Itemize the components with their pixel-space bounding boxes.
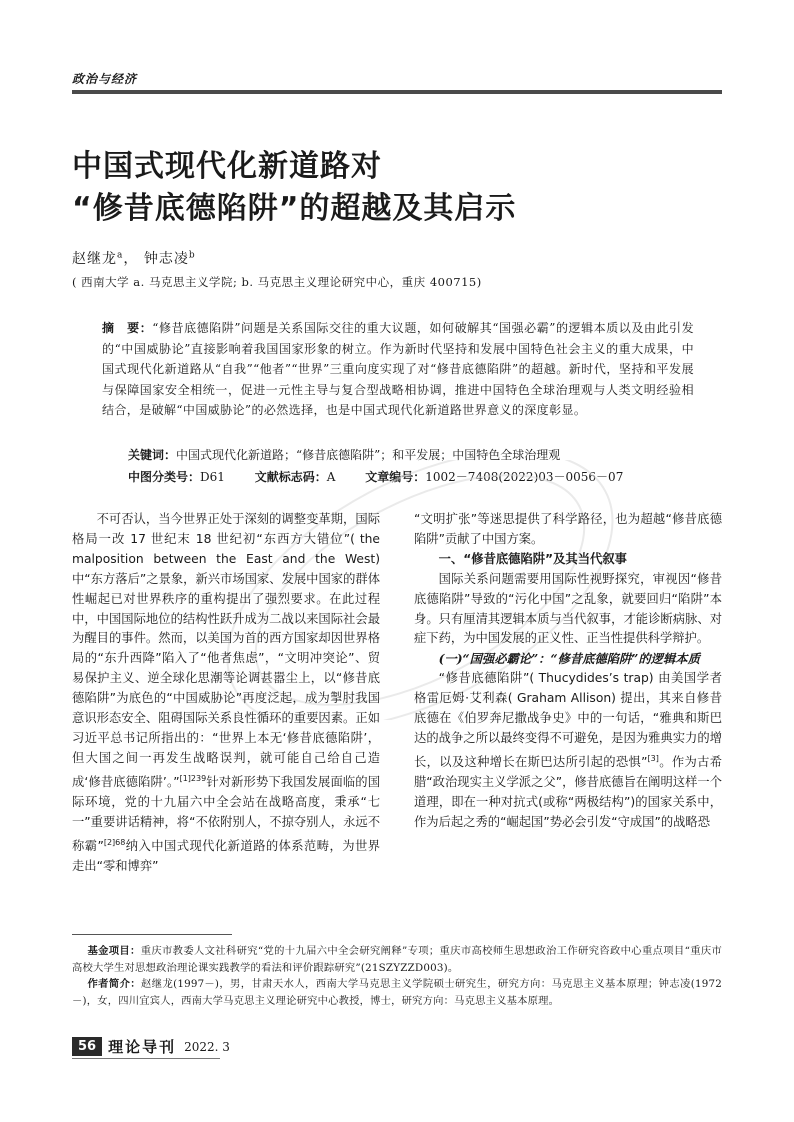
author-name: 钟志凌	[143, 251, 189, 267]
clc-value: D61	[200, 470, 225, 484]
citation-ref: [3]	[647, 753, 659, 763]
keywords-text: 中国式现代化新道路；“修昔底德陷阱”；和平发展；中国特色全球治理观	[176, 448, 561, 462]
article-title	[72, 146, 516, 230]
author-affiliation: ( 西南大学 a. 马克思主义学院; b. 马克思主义理论研究中心，重庆 400715)	[72, 275, 482, 289]
author-list	[72, 248, 196, 268]
keywords-label: 关键词：	[128, 448, 177, 462]
title-line-1: 中国式现代化新道路对	[72, 149, 382, 184]
body-paragraph: 国际关系问题需要用国际性视野探究，审视因“修昔底德陷阱”导致的“污化中国”之乱象，就要回归“陷阱”本身。只有厘清其逻辑本质与当代叙事，才能诊断病脉、对症下药，为中国发展的正义性、正当性提供科学辩护。	[414, 571, 722, 646]
body-column-right	[414, 510, 722, 833]
header-rule	[72, 90, 722, 94]
abstract-text: “修昔底德陷阱”问题是关系国际交往的重大议题，如何破解其“国强必霸”的逻辑本质以及由此引发的“中国威胁论”直接影响着我国国家形象的树立。作为新时代坚持和发展中国特色社会主义的重大成果，中国式现代化新道路从“自我”“他者”“世界”三重向度实现了对“修昔底德陷阱”的超越。新时代，坚持和平发展与保障国家安全相统一，促进一元性主导与复合型战略相协调，推进中国特色全球治理观与人类文明经验相结合，是破解“中国威胁论”的必然选择，也是中国式现代化新道路世界意义的深度彰显。	[102, 321, 694, 417]
footnote-rule	[72, 934, 232, 935]
author-separator: ，	[123, 251, 139, 267]
body-paragraph: 不可否认，当今世界正处于深刻的调整变革期，国际格局一改 17 世纪末 18 世纪初“东西方大错位”( the malposition between the East and the West) 中“东方落后”之景象，新兴市场国家、发展中国家的群体性崛起已对世界秩序的重构提出了强烈要求。在此过程中，中国国际地位的结构性跃升成为二战以来国际社会最为醒目的事件。然而，以美国为首的西方国家却因世界格局的“东升西降”陷入了“他者焦虑”，“文明冲突论”、贸易保护主义、逆全球化思潮等论调甚嚣尘上，以“修昔底德陷阱”为底色的“中国威胁论”再度泛起，成为掣肘我国意识形态安全、阻碍国际关系良性循环的重要因素。正如习近平总书记所指出的：“世界上本无‘修昔底德陷阱’，但大国之间一再发生战略误判，就可能自己给自己造成‘修昔底德陷阱’。”$^{[1]239}$针对新形势下我国发展面临的国际环境，党的十九届六中全会站在战略高度，秉承“七一”重要讲话精神，将“不依附别人，不掠夺别人，永远不称霸”$^{[2]68}$纳入中国式现代化新道路的体系范畴，为世界走出“零和博弈”	[72, 512, 380, 873]
clc-label: 中图分类号：	[128, 470, 201, 484]
abstract	[102, 318, 694, 421]
journal-name: 理论导刊	[108, 1038, 177, 1056]
section-heading: 一、“修昔底德陷阱”及其当代叙事	[438, 551, 627, 566]
body-paragraph: “修昔底德陷阱”( Thucydides’s trap) 由美国学者格雷厄姆·艾利森( Graham Allison) 提出，其来自修昔底德在《伯罗奔尼撒战争史》中的一句话，“雅典和斯巴达的战争之所以最终变得不可避免，是因为雅典实力的增长，以及这种增长在斯巴达所引起的恐惧”[3]。作为古希腊“政治现实主义学派之父”，修昔底德旨在阐明这样一个道理，即在一种对抗式(或称“两极结构”)的国家关系中，作为后起之秀的“崛起国”势必会引发“守成国”的战略恐	[414, 671, 722, 829]
citation-ref: [1]239	[179, 773, 207, 783]
footer-rule	[72, 1058, 220, 1059]
abstract-label: 摘 要：	[102, 321, 153, 335]
body-paragraph: “文明扩张”等迷思提供了科学路径，也为超越“修昔底德陷阱”贡献了中国方案。	[414, 512, 722, 546]
author-name: 赵继龙	[72, 251, 117, 267]
affiliation-mark: b	[188, 250, 196, 261]
author-bio-note: 作者简介：赵继龙(1997－)，男，甘肃天水人，西南大学马克思主义学院硕士研究生，研究方向：马克思主义基本原理；钟志凌(1972－)，女，四川宜宾人，西南大学马克思主义理论研究中心教授，博士，研究方向：马克思主义基本原理。	[72, 978, 722, 1007]
doc-code-value: A	[326, 470, 336, 484]
article-no-label: 文章编号：	[365, 470, 426, 484]
article-meta	[128, 468, 623, 485]
citation-ref: [2]68	[103, 837, 126, 847]
body-column-left	[72, 510, 380, 877]
doc-code-label: 文献标志码：	[254, 470, 327, 484]
page-footer	[72, 1036, 230, 1057]
article-no-value: 1002－7408(2022)03－0056－07	[425, 470, 624, 484]
funding-note: 基金项目：重庆市教委人文社科研究“党的十九届六中全会研究阐释”专项；重庆市高校师生思想政治工作研究咨政中心重点项目“重庆市高校大学生对思想政治理论课实践教学的看法和评价跟踪研究”(21SZYZZD003)。	[72, 945, 722, 974]
keywords	[128, 446, 560, 463]
title-line-2: “修昔底德陷阱”的超越及其启示	[72, 191, 517, 226]
subsection-heading: (一)“国强必霸论”：“修昔底德陷阱”的逻辑本质	[438, 651, 700, 667]
affiliation-mark: a	[117, 250, 124, 261]
issue-number: 2022. 3	[184, 1039, 230, 1054]
footnotes	[72, 943, 722, 1009]
section-label: 政治与经济	[72, 72, 138, 86]
page-number: 56	[72, 1037, 102, 1056]
